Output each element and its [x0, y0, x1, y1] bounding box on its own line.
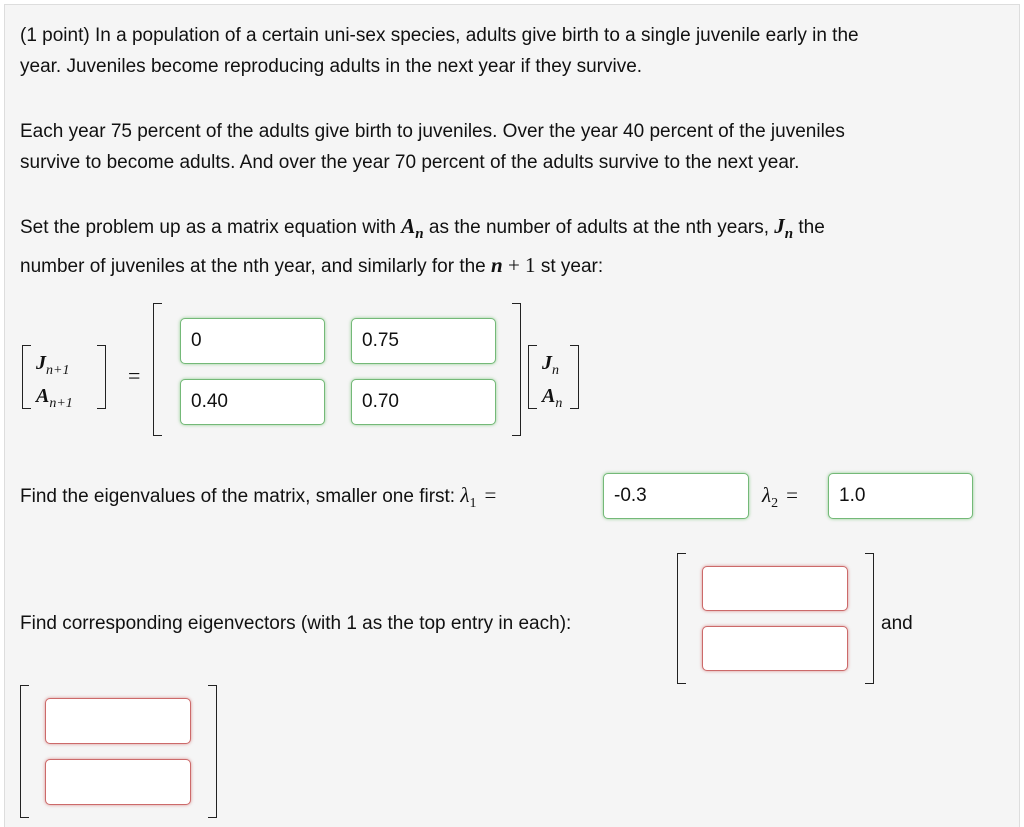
v2-right-bracket: [208, 685, 217, 818]
eigenvector2-top-input[interactable]: [45, 698, 191, 744]
rates-text: [20, 116, 845, 178]
setup-line-1: Set the problem up as a matrix equation with $A_n$ as the number of adults at the nth years, $J_n$ the: [20, 214, 825, 242]
rates-line-2: survive to become adults. And over the year 70 percent of the adults survive to the next year.: [20, 152, 800, 173]
matrix-a11-input[interactable]: 0: [180, 318, 325, 364]
eigenvector1-bottom-input[interactable]: [702, 626, 848, 671]
matrix-a21-input[interactable]: 0.40: [180, 379, 325, 425]
v1-left-bracket: [677, 553, 686, 684]
lambda2-input[interactable]: 1.0: [828, 473, 973, 519]
rates-line-1: Each year 75 percent of the adults give birth to juveniles. Over the year 40 percent of the juveniles: [20, 121, 845, 142]
equals-sign: =: [128, 363, 141, 388]
lhs-right-bracket: [97, 345, 106, 409]
lhs-top-entry: $J_{n+1}$: [36, 352, 70, 378]
lhs-bottom-entry: $A_{n+1}$: [36, 385, 73, 411]
rhs-bottom-entry: $A_n$: [542, 385, 563, 411]
intro-line-1: (1 point) In a population of a certain uni-sex species, adults give birth to a single juvenile early in the: [20, 25, 859, 46]
and-label: and: [881, 613, 913, 634]
rhs-top-entry: $J_n$: [542, 352, 559, 378]
var-J: J: [774, 214, 785, 238]
intro-text: [20, 20, 859, 82]
eigenvectors-prompt: Find corresponding eigenvectors (with 1 as the top entry in each):: [20, 613, 572, 634]
lhs-left-bracket: [22, 345, 31, 409]
matrix-a22-input[interactable]: 0.70: [351, 379, 496, 425]
rhs-left-bracket: [528, 345, 537, 409]
rhs-right-bracket: [570, 345, 579, 409]
v2-left-bracket: [20, 685, 29, 818]
matrix-left-bracket: [153, 303, 162, 436]
v1-right-bracket: [865, 553, 874, 684]
eigenvector1-top-input[interactable]: [702, 566, 848, 611]
lambda2-label: $\lambda_2$ =: [762, 483, 798, 511]
matrix-a12-input[interactable]: 0.75: [351, 318, 496, 364]
var-A: A: [401, 214, 416, 238]
lambda1-input[interactable]: -0.3: [603, 473, 749, 519]
matrix-right-bracket: [512, 303, 521, 436]
eigenvector2-bottom-input[interactable]: [45, 759, 191, 805]
eigenvalues-prompt: Find the eigenvalues of the matrix, smaller one first: $\lambda_1$ =: [20, 483, 497, 511]
setup-line-2: number of juveniles at the nth year, and similarly for the n + 1 st year:: [20, 252, 604, 277]
intro-line-2: year. Juveniles become reproducing adults in the next year if they survive.: [20, 56, 643, 77]
setup-text: [20, 211, 825, 282]
